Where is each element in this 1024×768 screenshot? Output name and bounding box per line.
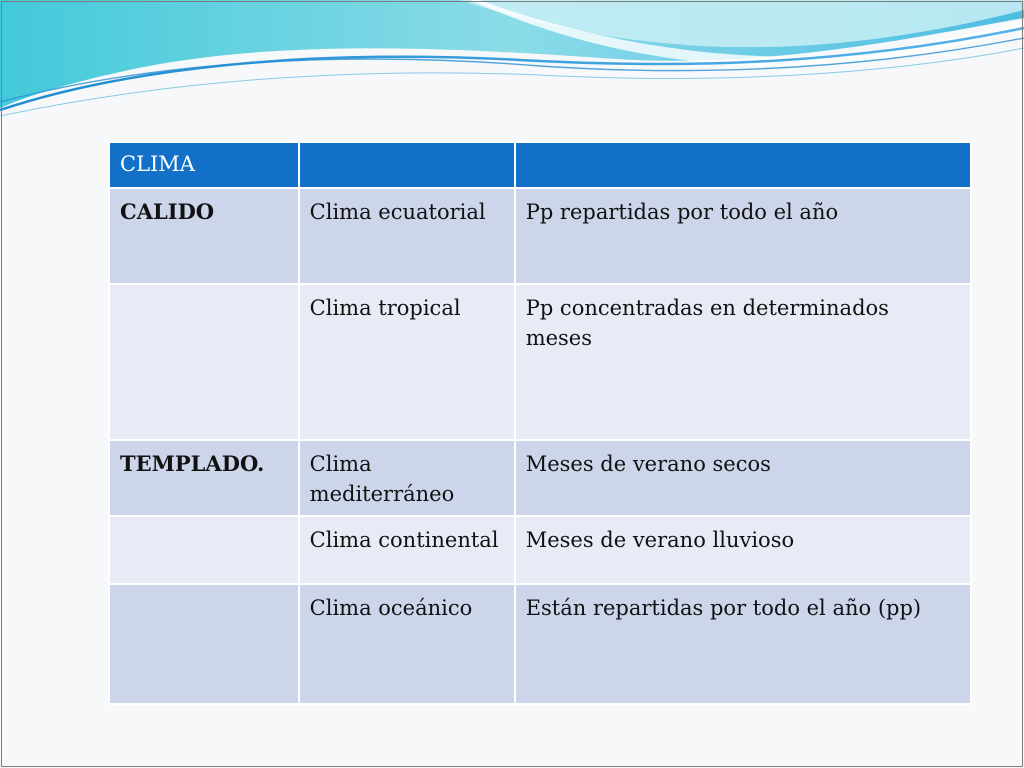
table-cell-climate: Clima ecuatorial [299,188,515,284]
table-row [109,440,971,516]
decorative-wave-banner [0,0,1024,120]
table-cell-category: TEMPLADO. [109,440,299,516]
table-cell-description: Pp repartidas por todo el año [515,188,971,284]
table-row [109,584,971,704]
table-header-row [109,142,971,188]
climate-table [108,141,972,705]
table-row [109,188,971,284]
table-cell-climate: Clima continental [299,516,515,584]
table-row [109,284,971,440]
table-cell-category: CALIDO [109,188,299,284]
table-cell-climate: Clima mediterráneo [299,440,515,516]
table-cell-climate: Clima oceánico [299,584,515,704]
table-cell-description: Pp concentradas en determinados meses [515,284,971,440]
table-cell-description: Meses de verano lluvioso [515,516,971,584]
table-row [109,516,971,584]
table-cell-climate: Clima tropical [299,284,515,440]
table-cell-category [109,516,299,584]
table-cell-category [109,584,299,704]
header-cell [515,142,971,188]
header-cell: CLIMA [109,142,299,188]
table-cell-description: Están repartidas por todo el año (pp) [515,584,971,704]
header-cell [299,142,515,188]
table-cell-description: Meses de verano secos [515,440,971,516]
table-cell-category [109,284,299,440]
